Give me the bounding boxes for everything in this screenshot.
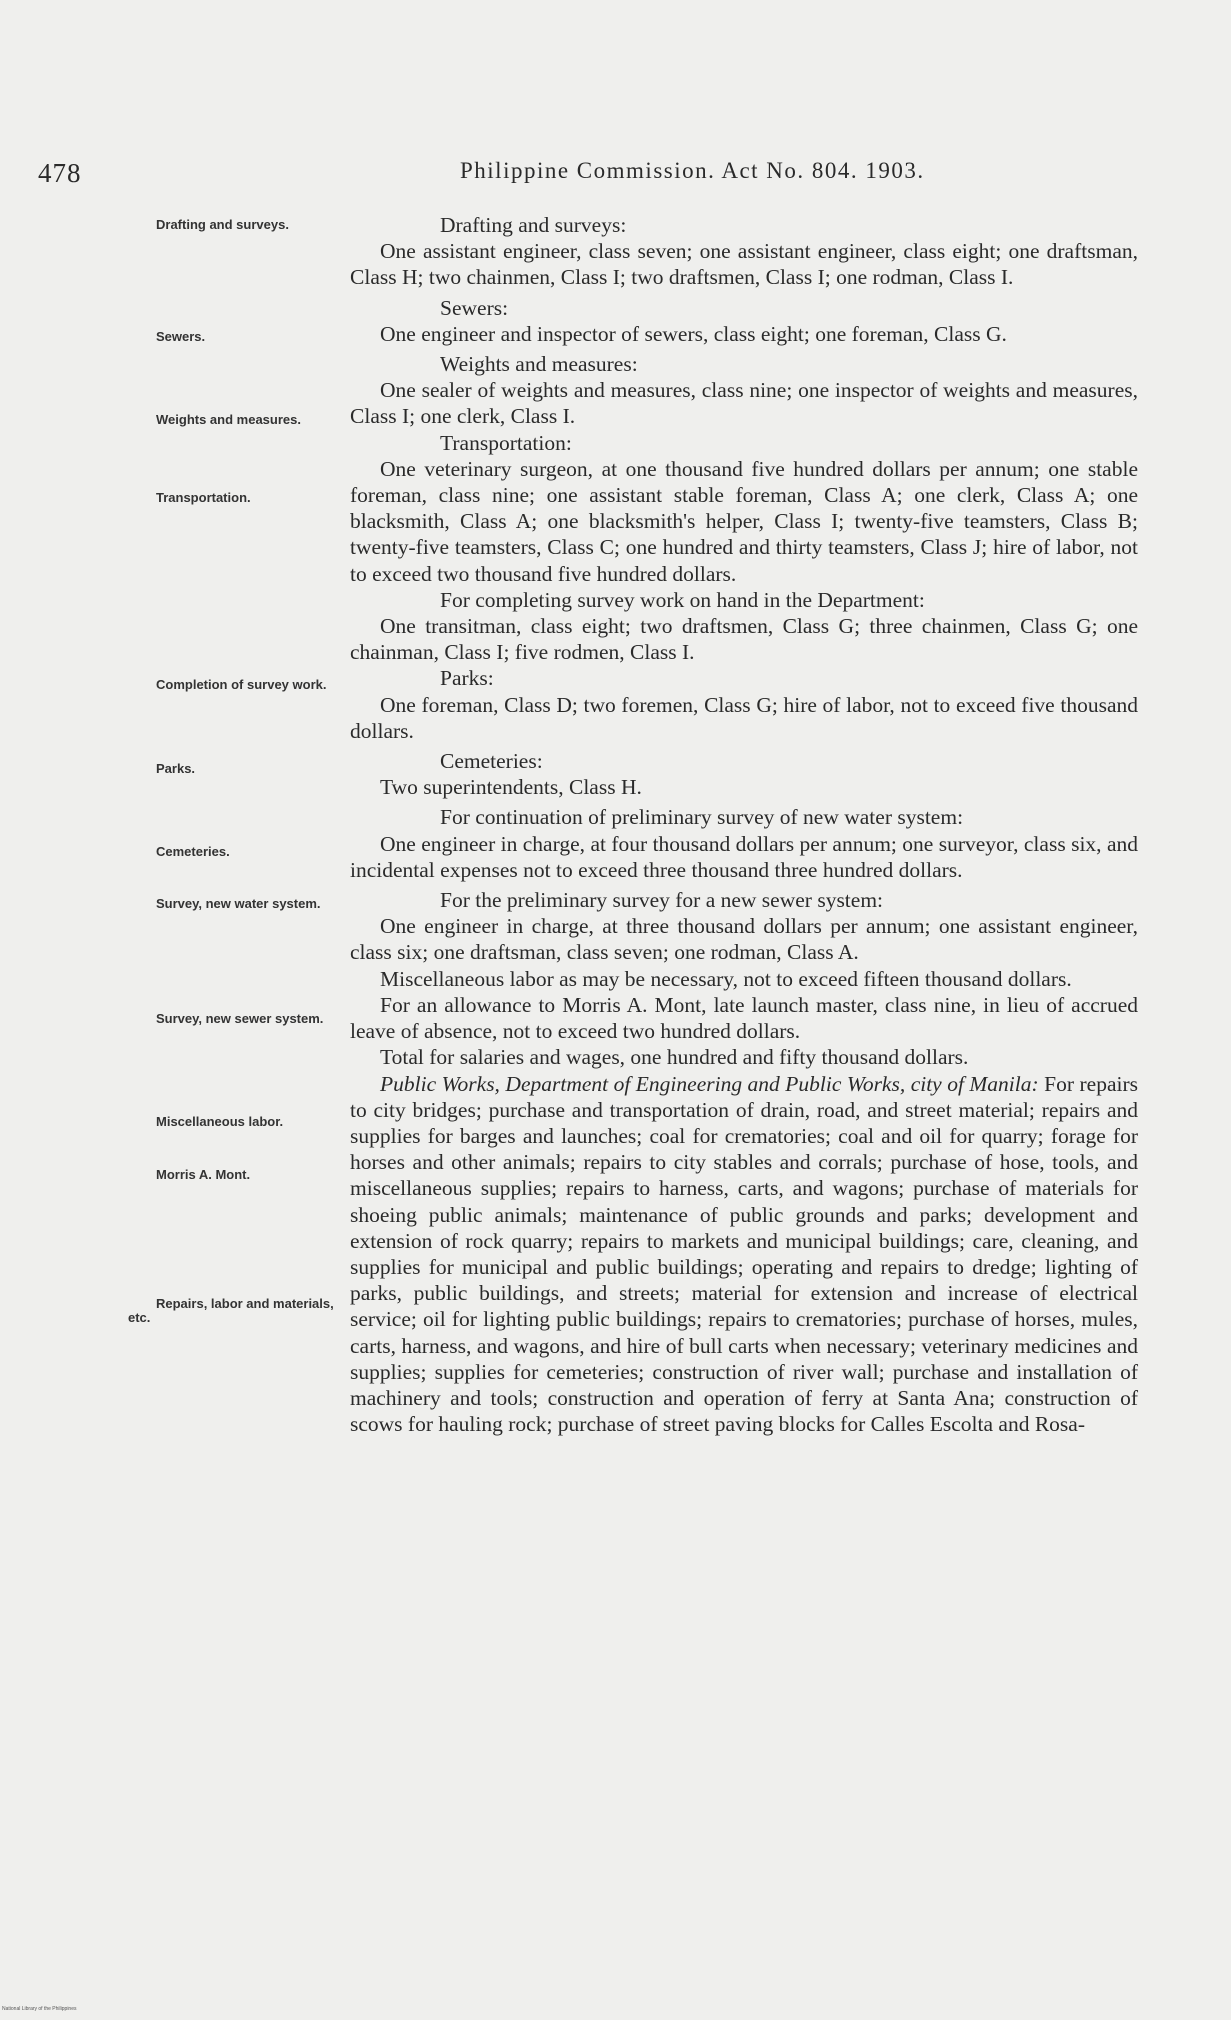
margin-note: Transportation.: [156, 490, 251, 505]
running-title: Philippine Commission. Act No. 804. 1903.: [460, 158, 925, 183]
margin-note: Sewers.: [156, 329, 206, 344]
section-text: One engineer in charge, at three thousand dollars per annum; one assistant engineer, class six; one draftsman, class seven; one rodman, Class A.: [350, 914, 1138, 965]
section-heading: For the preliminary survey for a new sewer system:: [440, 888, 884, 913]
section-heading: For continuation of preliminary survey of new water system:: [440, 805, 964, 830]
section-text: For an allowance to Morris A. Mont, late launch master, class nine, in lieu of accrued leave of absence, not to exceed two hundred dollars.: [350, 992, 1138, 1044]
margin-note: Survey, new sewer system.: [156, 1011, 324, 1026]
section-heading: Weights and measures:: [440, 352, 638, 377]
section-heading: Transportation:: [440, 430, 572, 455]
section-text: One veterinary surgeon, at one thousand five hundred dollars per annum; one stable foreman, class nine; one assistant stable foreman, Class A; one clerk, Class A; one blacksmith, Class A; one blacksmith's helper, Class I; twenty-five teamsters, Class B; twenty-five teamsters, Class C; one hundred and thirty teamsters, Class J; hire of labor, not to exceed two thousand five hundred dollars.: [350, 456, 1138, 586]
section-text: Total for salaries and wages, one hundred and fifty thousand dollars.: [380, 1045, 969, 1070]
italic-heading: Public Works, Department of Engineering and Public Works, city of Manila:: [380, 1071, 1039, 1096]
section-text: One foreman, Class D; two foremen, Class G; hire of labor, not to exceed five thousand dollars.: [350, 692, 1138, 743]
margin-note: Miscellaneous labor.: [156, 1114, 284, 1129]
footer-credit: National Library of the Philippines: [2, 2006, 77, 2012]
margin-note: Repairs, labor and materials, etc.: [128, 1296, 334, 1325]
section-heading: Drafting and surveys:: [440, 213, 627, 237]
margin-note: Parks.: [156, 761, 196, 776]
page-number: 478: [38, 158, 82, 188]
margin-note: Survey, new water system.: [156, 896, 321, 911]
margin-note: Weights and measures.: [156, 412, 301, 427]
section-text: [350, 1071, 1138, 1438]
repairs-text: For repairs to city bridges; purchase and transportation of drain, road, and street material; repairs and supplies for barges and launches; coal for crematories; coal and oil for quarry; forage for horses and other animals; repairs to city stables and corrals; purchase of hose, tools, and miscellaneous supplies; repairs to harness, carts, and wagons; purchase of materials for shoeing public animals; maintenance of public grounds and parks; development and extension of rock quarry; repairs to markets and municipal buildings; care, cleaning, and supplies for municipal and public buildings; operating and repairs to dredge; lighting of parks, public buildings, and streets; material for extension and increase of electrical service; oil for lighting public buildings; repairs to crematories; purchase of horses, mules, carts, harness, and wagons, and hire of bull carts when necessary; veterinary medicines and supplies; supplies for cemeteries; construction of river wall; purchase and installation of machinery and tools; construction and operation of ferry at Santa Ana; construction of scows for hauling rock; purchase of street paving blocks for Calles Escolta and Rosa-: [350, 1071, 1138, 1437]
section-heading: Cemeteries:: [440, 749, 543, 774]
section-text: One assistant engineer, class seven; one assistant engineer, class eight; one draftsman, Class H; two chainmen, Class I; two draftsmen, Class I; one rodman, Class I.: [350, 239, 1138, 290]
margin-note: Cemeteries.: [156, 844, 230, 859]
section-heading: Sewers:: [440, 295, 509, 320]
section-text: Miscellaneous labor as may be necessary, not to exceed fifteen thousand dollars.: [380, 966, 1072, 991]
section-text: Two superintendents, Class H.: [380, 775, 642, 800]
section-text: One engineer in charge, at four thousand dollars per annum; one surveyor, class six, and incidental expenses not to exceed three thousand three hundred dollars.: [350, 831, 1138, 882]
section-text: One engineer and inspector of sewers, class eight; one foreman, Class G.: [380, 321, 1007, 346]
margin-note: Morris A. Mont.: [156, 1167, 251, 1182]
section-heading: Parks:: [440, 666, 494, 691]
body-text: [350, 212, 1138, 1437]
section-heading: For completing survey work on hand in the Department:: [440, 587, 925, 612]
section-text: One sealer of weights and measures, class nine; one inspector of weights and measures, Class I; one clerk, Class I.: [350, 378, 1138, 429]
margin-note: Drafting and surveys.: [156, 217, 289, 232]
section-text: One transitman, class eight; two draftsmen, Class G; three chainmen, Class G; one chainman, Class I; five rodmen, Class I.: [350, 614, 1138, 665]
margin-note: Completion of survey work.: [156, 677, 327, 692]
